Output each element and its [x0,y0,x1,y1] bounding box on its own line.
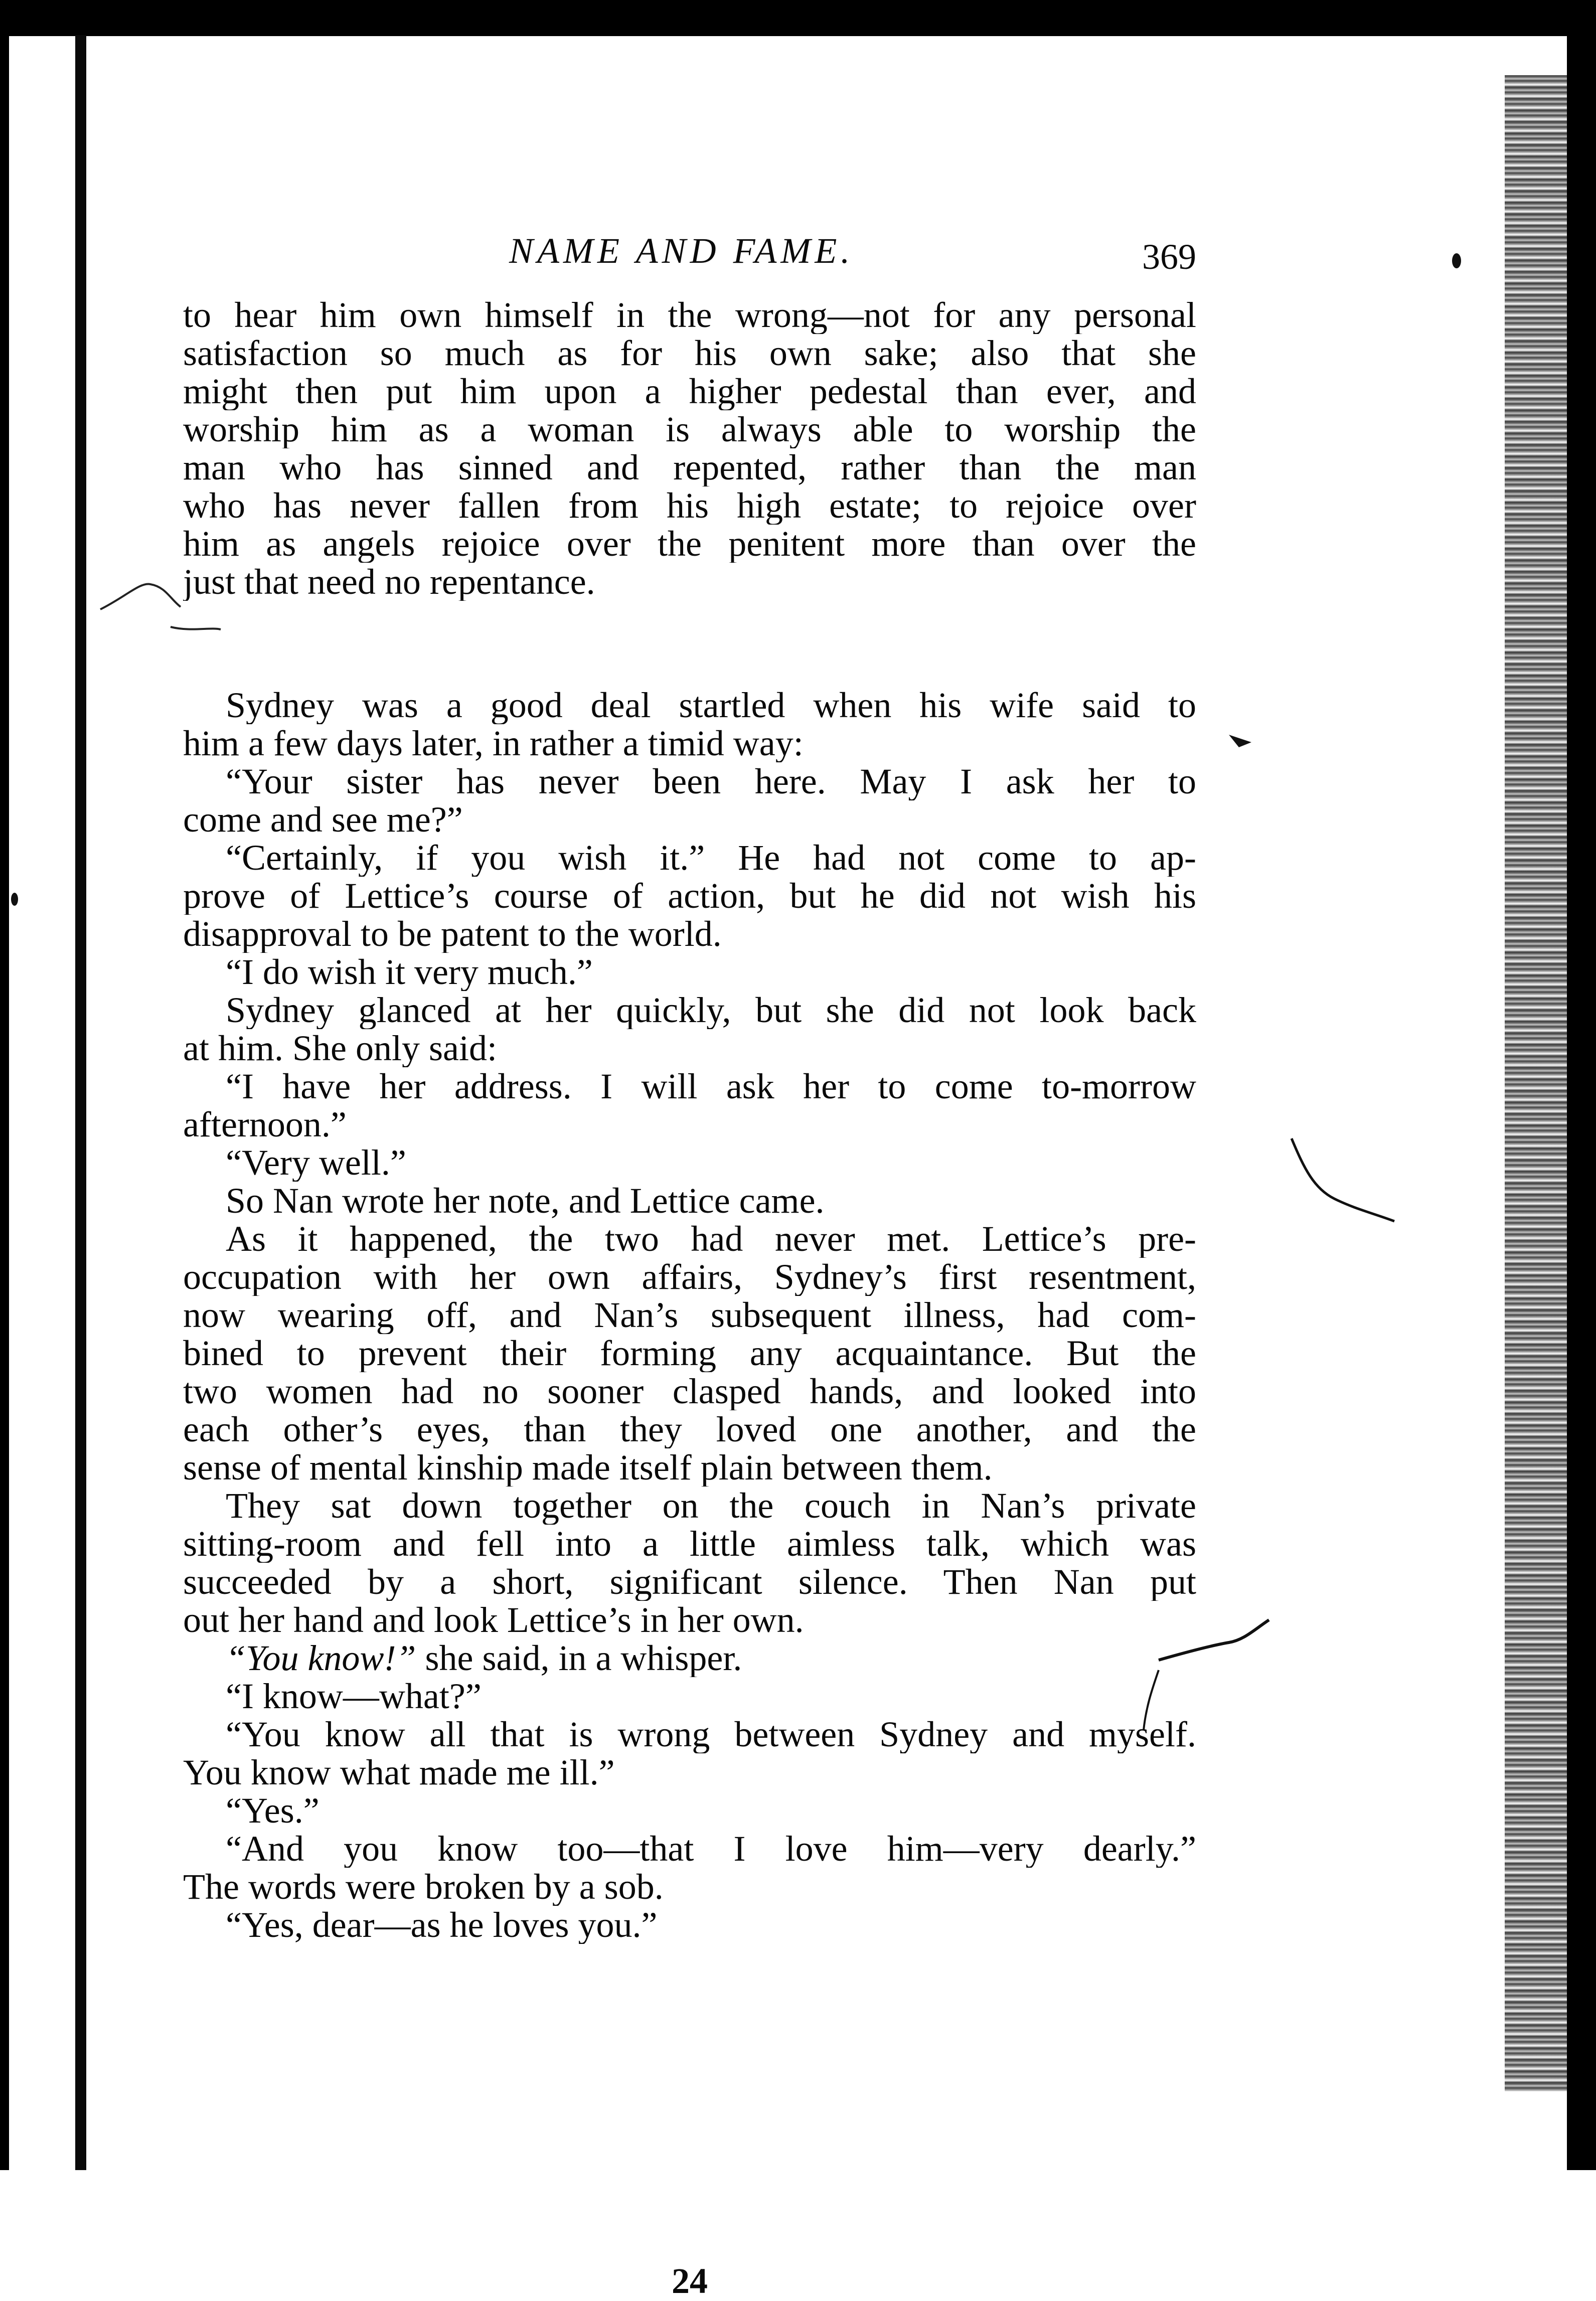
signature-mark: 24 [672,2261,708,2301]
text-line: man who has sinned and repented, rather than the man [183,448,1196,486]
text-line: afternoon.” [183,1105,347,1143]
text-line: “You know all that is wrong between Sydney and myself. [226,1715,1196,1753]
text-line: “Certainly, if you wish it.” He had not come to ap- [226,839,1196,877]
text-line: “Your sister has never been here. May I ask her to [226,762,1196,800]
text-line: to hear him own himself in the wrong—not for any personal [183,296,1196,334]
text-line: So Nan wrote her note, and Lettice came. [226,1182,825,1220]
text-line: bined to prevent their forming any acquaintance. But the [183,1334,1196,1372]
ink-spot [11,893,18,906]
text-line: “I know—what?” [226,1677,482,1715]
text-line: Sydney glanced at her quickly, but she did not look back [226,991,1196,1029]
text-line: prove of Lettice’s course of action, but he did not wish his [183,877,1196,915]
text-line: “I have her address. I will ask her to come to-morrow [226,1067,1196,1105]
text-span: she said, in a whisper. [425,1639,742,1677]
ink-spot [1452,253,1461,268]
text-line: out her hand and look Lettice’s in her own. [183,1601,804,1639]
text-line: at him. She only said: [183,1029,497,1067]
text-line: You know what made me ill.” [183,1753,615,1791]
text-line: satisfaction so much as for his own sake; also that she [183,334,1196,372]
text-line: “Yes, dear—as he loves you.” [226,1906,658,1944]
text-line: sense of mental kinship made itself plain between them. [183,1448,993,1487]
text-line: “Very well.” [226,1143,406,1182]
text-line: sitting-room and fell into a little aimless talk, which was [183,1525,1196,1563]
text-line: just that need no repentance. [183,563,595,601]
text-line: succeeded by a short, significant silence. Then Nan put [183,1563,1196,1601]
text-line: Sydney was a good deal startled when his wife said to [226,686,1196,724]
text-line: “And you know too—that I love him—very dearly.” [226,1830,1196,1868]
body-text [183,296,1196,2301]
text-line: As it happened, the two had never met. Lettice’s pre- [226,1220,1196,1258]
text-line: come and see me?” [183,800,463,839]
text-line: occupation with her own affairs, Sydney’s first resentment, [183,1258,1196,1296]
text-line: each other’s eyes, than they loved one another, and the [183,1410,1196,1448]
text-line: two women had no sooner clasped hands, and looked into [183,1372,1196,1410]
text-line: him a few days later, in rather a timid way: [183,724,804,762]
text-line: worship him as a woman is always able to worship the [183,410,1196,448]
text-line [183,1639,1196,1677]
paragraph [183,296,1196,601]
section-break [183,601,1196,686]
text-line: They sat down together on the couch in Nan’s private [226,1487,1196,1525]
page-number: 369 [1142,237,1196,277]
running-title: NAME AND FAME. [509,231,854,271]
text-line: The words were broken by a sob. [183,1868,664,1906]
italic-quote: “You know!” [226,1639,416,1677]
text-line: disapproval to be patent to the world. [183,915,722,953]
paragraph [183,686,1196,1944]
text-line: who has never fallen from his high estate; to rejoice over [183,486,1196,525]
text-line: now wearing off, and Nan’s subsequent illness, had com- [183,1296,1196,1334]
text-line: “I do wish it very much.” [226,953,593,991]
text-line: might then put him upon a higher pedestal than ever, and [183,372,1196,410]
text-line: “Yes.” [226,1791,320,1830]
text-line: him as angels rejoice over the penitent more than over the [183,525,1196,563]
page-header [183,228,1196,277]
